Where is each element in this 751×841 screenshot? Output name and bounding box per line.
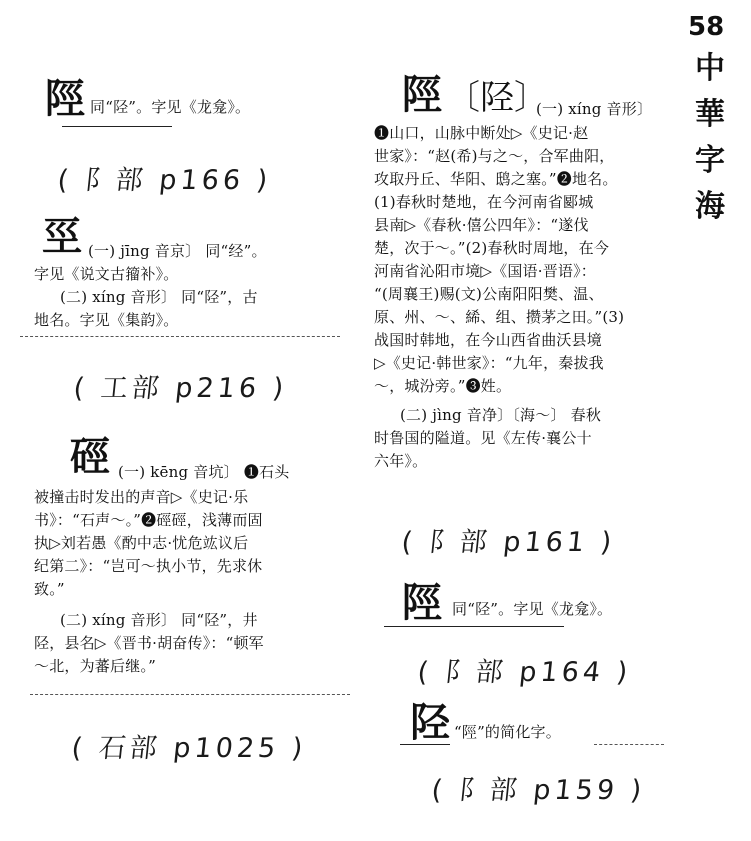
definition-line: (二) xíng 音形〕 同“陉”，井 [60,611,258,629]
definition-line: 攻取丹丘、华阳、鸱之塞。”❷地名。 [374,170,618,188]
definition-text: (一) xíng 音形〕 [536,100,653,118]
definition-line: 县南▷《春秋·僖公四年》：“遂伐 [374,216,589,234]
pencil-line [30,694,350,695]
definition-line: 原、州、～、絺、组、攒茅之田。”(3) [374,308,625,326]
definition-line: 战国时韩地，在今山西省曲沃县境 [374,331,603,349]
definition-text: 地名。字见《集韵》。 [34,311,179,329]
definition-text: 同“陉”。字见《龙龛》。 [452,600,613,618]
headword: 硜 [70,433,110,480]
definition-line: 六年》。 [374,452,428,470]
headword: 陉 [410,699,450,746]
definition-line: ～北，为蕃后继。” [34,657,156,675]
definition-line: 陉，县名▷《晋书·胡奋传》：“顿军 [34,634,264,652]
definition-line: 楚，次于～。”(2)春秋时周地，在今 [374,239,610,257]
handwritten-note: ( 阝部 p164 ) [416,657,633,688]
underline [62,126,172,127]
definition-line: 执▷刘若愚《酌中志·忧危竑议后 [34,534,249,552]
pencil-line [594,744,664,745]
definition-text: “陘”的简化字。 [454,723,561,741]
definition-text: (一) jīng 音京〕 同“经”。 [88,242,267,260]
definition-line: ▷《史记·韩世家》：“九年，秦拔我 [374,354,604,372]
definition-line: “(周襄王)赐(文)公南阳阳樊、温、 [374,285,604,303]
headword: 陘 [402,579,442,626]
definition-line: 书》：“石声～。”❷硜硜，浅薄而固 [34,511,263,529]
definition-line: 世家》：“赵(希)与之～，合军曲阳， [374,147,615,165]
title-char: 海 [695,189,725,224]
handwritten-note: ( 阝部 p159 ) [430,775,647,806]
definition-line: 纪第二》：“岂可～执小节，先求休 [34,557,263,575]
book-title-vertical [692,46,728,230]
headword: 陘 [45,75,85,122]
pencil-line [20,336,340,337]
headword-variant: 〔陉〕 [446,78,548,118]
definition-line: (二) jìng 音净〕〔海～〕 春秋 [400,406,602,424]
headword: 巠 [42,213,82,260]
definition-text: 同“陉”。字见《龙龛》。 [90,98,251,116]
definition-line: 时鲁国的隘道。见《左传·襄公十 [374,429,592,447]
definition-line: ❶山口，山脉中断处▷《史记·赵 [374,124,589,142]
handwritten-note: ( 石部 p1025 ) [70,733,308,764]
handwritten-note: ( 阝部 p161 ) [400,527,617,558]
title-char: 華 [695,97,725,132]
title-char: 字 [695,143,725,178]
definition-text: (一) kēng 音坑〕 ❶石头 [118,463,290,481]
headword: 陘 [402,71,442,118]
definition-line: 被撞击时发出的声音▷《史记·乐 [34,488,249,506]
title-char: 中 [695,51,725,86]
handwritten-note: ( 工部 p216 ) [72,373,289,404]
definition-line: ～，城汾旁。”❸姓。 [374,377,512,395]
definition-text: (二) xíng 音形〕 同“陉”，古 [60,288,258,306]
definition-body [374,122,694,473]
page-number: 58 [688,12,725,42]
handwritten-note: ( 阝部 p166 ) [56,165,273,196]
definition-line: 致。” [34,580,65,598]
definition-line: 河南省沁阳市境▷《国语·晋语》： [374,262,597,280]
underline [384,626,564,627]
underline [400,744,450,745]
definition-body [34,486,344,678]
definition-line: (1)春秋时楚地，在今河南省郾城 [374,193,594,211]
definition-text: 字见《说文古籀补》。 [34,265,179,283]
